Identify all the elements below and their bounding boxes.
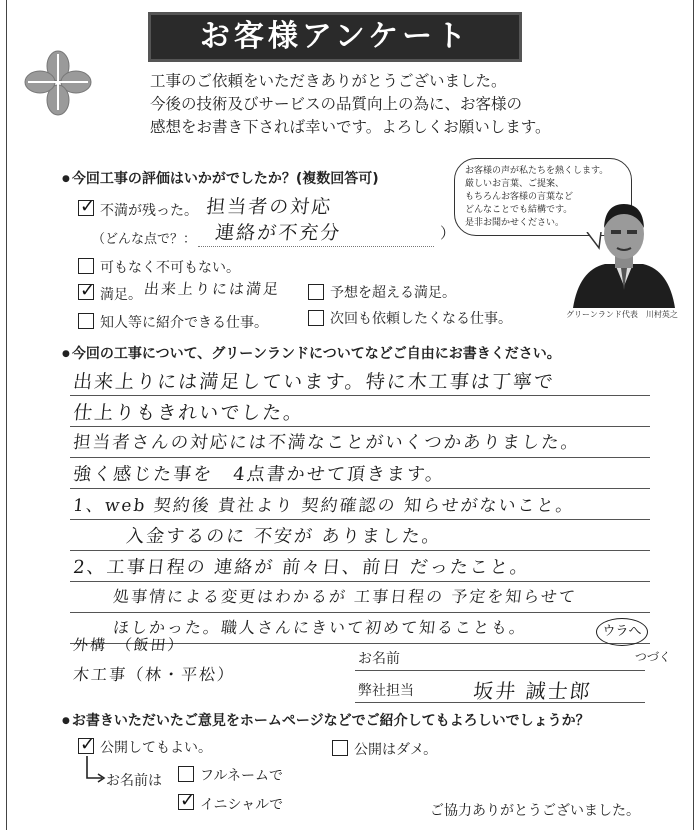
intro-line: 工事のご依頼をいただきありがとうございました。: [150, 72, 507, 90]
bubble-line: 厳しいお言葉、ご提案、: [465, 179, 565, 189]
answer-line: [70, 612, 650, 613]
checkbox-dissatisfied[interactable]: ✓: [80, 196, 96, 217]
option-label: フルネームで: [200, 768, 284, 784]
staff-line: [355, 702, 645, 703]
answer-line: [70, 488, 650, 489]
option-label: 知人等に紹介できる仕事。: [100, 315, 268, 331]
answer-line: [198, 246, 434, 247]
option-label: 可もなく不可もない。: [100, 260, 240, 276]
option-label: イニシャルで: [200, 797, 284, 813]
point-prompt: （どんな点で？：: [92, 232, 197, 247]
q1-question: ● 今回工事の評価はいかがでしたか？(複数回答可): [62, 168, 379, 188]
president-portrait: [565, 190, 683, 308]
handwritten-answer: 連絡が不充分: [214, 222, 343, 244]
checkbox-request-again[interactable]: [308, 310, 324, 326]
handwritten-line: 仕上りもきれいでした。: [72, 402, 306, 424]
point-close: ）: [440, 224, 456, 242]
name-format-label: お名前は: [106, 773, 162, 789]
staff-value: 坂井 誠士郎: [472, 679, 593, 703]
answer-line: [70, 395, 650, 396]
bubble-line: 是非お聞かせください。: [465, 218, 565, 228]
bubble-line: お客様の声が私たちを熱くします。: [465, 166, 609, 176]
answer-line: [70, 550, 650, 551]
intro-text: [150, 70, 551, 139]
circled-note-text: ウラへ: [602, 624, 642, 639]
option-label: 次回も依頼したくなる仕事。: [330, 311, 512, 327]
checkbox-publish-no[interactable]: [332, 740, 348, 756]
handwritten-line: 担当者さんの対応には不満なことがいくつかありました。: [72, 433, 582, 453]
arrow-icon: [84, 756, 108, 790]
answer-line: [70, 457, 650, 458]
handwritten-line: 木工事（林・平松）: [72, 665, 237, 684]
checkbox-exceeded[interactable]: [308, 284, 324, 300]
option-label: 満足。: [100, 287, 142, 303]
option-label: 不満が残った。: [100, 203, 198, 219]
checkbox-initials[interactable]: ✓: [180, 790, 196, 811]
name-line: [355, 670, 645, 671]
option-label: 公開はダメ。: [354, 742, 438, 758]
handwritten-line: ほしかった。職人さんにきいて初めて知ることも。: [112, 618, 529, 637]
footer-thanks: ご協力ありがとうございました。: [430, 803, 640, 819]
bubble-line: どんなことでも結構です。: [465, 205, 573, 215]
q3-question: ● お書きいただいたご意見をホームページなどでご紹介してもよろしいでしょうか？: [62, 710, 590, 730]
checkbox-publish-ok[interactable]: ✓: [80, 734, 96, 755]
president-caption: グリーンランド代表 川村英之: [566, 310, 678, 319]
page-title: お客様アンケート: [199, 19, 471, 54]
checkbox-neutral[interactable]: [78, 258, 94, 274]
checkbox-satisfied[interactable]: ✓: [80, 280, 96, 301]
handwritten-line: 2、工事日程の 連絡が 前々日、前日 だったこと。: [72, 557, 531, 578]
staff-label: 弊社担当: [358, 683, 414, 699]
handwritten-line: 強く感じた事を 4点書かせて頂きます。: [72, 464, 447, 485]
circled-note: [596, 618, 648, 646]
handwritten-answer: 担当者の対応: [205, 196, 334, 218]
title-banner: [148, 12, 522, 62]
checkbox-fullname[interactable]: [178, 766, 194, 782]
option-label: 公開してもよい。: [100, 740, 212, 756]
answer-line: [70, 581, 650, 582]
clover-logo-icon: [22, 48, 94, 120]
checkbox-recommend[interactable]: [78, 313, 94, 329]
q2-question: ● 今回の工事について、グリーンランドについてなどご自由にお書きください。: [62, 343, 561, 363]
handwritten-line: 出来上りには満足しています。特に木工事は丁寧で: [72, 371, 556, 393]
option-label: 予想を超える満足。: [330, 285, 456, 301]
continued-note: つづく: [634, 650, 672, 664]
handwritten-answer: 出来上りには満足: [143, 280, 282, 298]
intro-line: 今後の技術及びサービスの品質向上の為に、お客様の: [150, 95, 523, 113]
handwritten-line: 1、web 契約後 貴社より 契約確認の 知らせがないこと。: [72, 496, 576, 516]
answer-line: [70, 519, 650, 520]
handwritten-line: 外構 （飯田）: [72, 636, 186, 654]
handwritten-line: 処事情による変更はわかるが 工事日程の 予定を知らせて: [112, 587, 578, 606]
answer-line: [70, 426, 650, 427]
bubble-line: もちろんお客様の言葉など: [465, 192, 574, 202]
intro-line: 感想をお書き下されば幸いです。よろしくお願いします。: [150, 118, 551, 136]
handwritten-line: 入金するのに 不安が ありました。: [125, 526, 443, 547]
name-label: お名前: [358, 651, 400, 667]
